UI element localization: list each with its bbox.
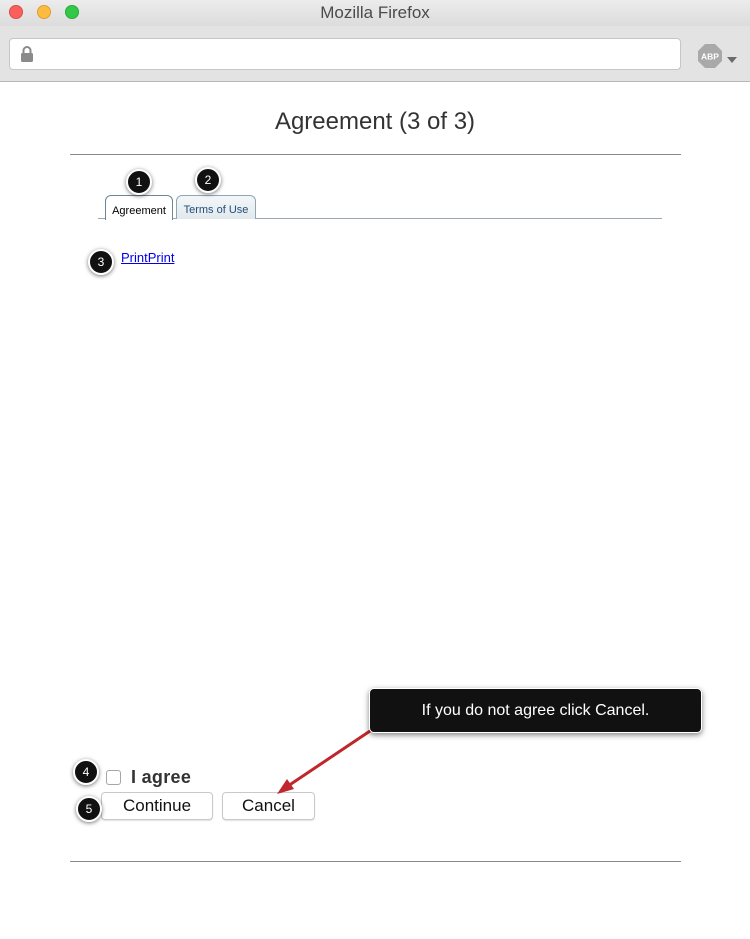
annotation-badge-5: 5: [76, 796, 102, 822]
annotation-badge-3: 3: [88, 249, 114, 275]
window-title: Mozilla Firefox: [320, 3, 430, 22]
agree-label[interactable]: I agree: [131, 767, 192, 787]
print-link[interactable]: PrintPrint: [121, 250, 175, 265]
annotation-badge-2: 2: [195, 167, 221, 193]
annotation-badge-1: 1: [126, 169, 152, 195]
tab-terms-of-use[interactable]: Terms of Use: [176, 195, 256, 219]
cancel-button[interactable]: Cancel: [222, 792, 315, 820]
page-title: Agreement (3 of 3): [274, 108, 476, 135]
adblock-label: ABP: [701, 51, 719, 62]
annotation-callout: If you do not agree click Cancel.: [369, 688, 702, 733]
continue-button[interactable]: Continue: [101, 792, 213, 820]
tab-agreement[interactable]: Agreement: [105, 195, 173, 220]
annotation-badge-4: 4: [73, 759, 99, 785]
